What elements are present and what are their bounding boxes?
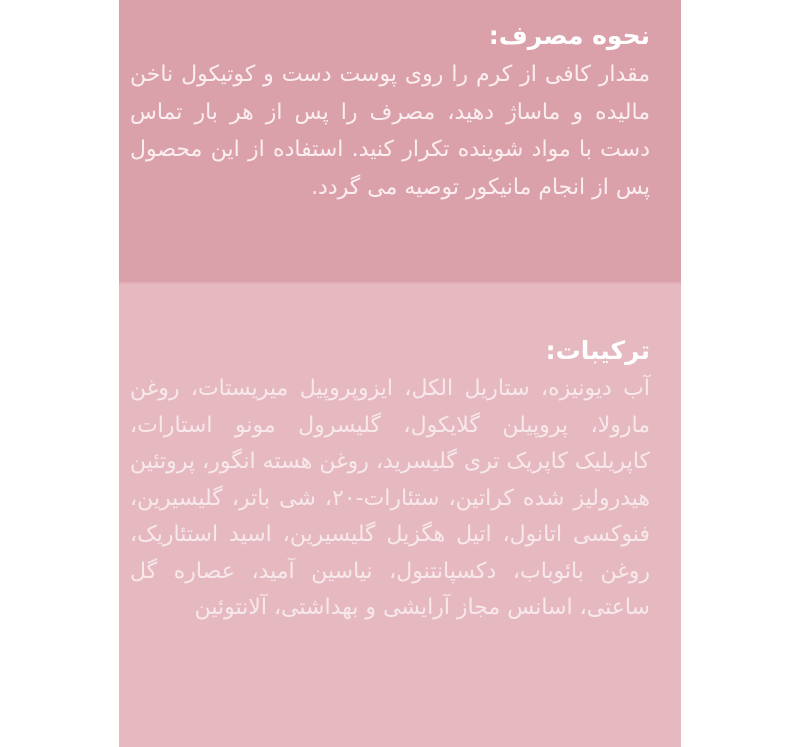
product-box [119,0,681,747]
panel-divider [119,282,681,284]
usage-heading: نحوه مصرف: [488,21,650,50]
usage-section [130,18,650,206]
ingredients-heading: ترکیبات: [545,336,650,365]
ingredients-section [130,333,650,627]
usage-text: مقدار کافی از کرم را روی پوست دست و کوتیکول ناخن مالیده و ماساژ دهید، مصرف را پس از هر بار تماس دست با مواد شوینده تکرار کنید. استفاده از این محصول پس از انجام مانیکور توصیه می گردد. [130,62,650,200]
ingredients-text: آب دیونیزه، ستاریل الکل، ایزوپروپیل میریستات، روغن مارولا، پروپیلن گلایکول، گلیسرول مونو استارات، کاپریلیک کاپریک تری گلیسرید، روغن هسته انگور، پروتئین هیدرولیز شده کراتین، ستئارات-۲۰، شی باتر، گلیسیرین، فنوکسی اتانول، اتیل هگزیل گلیسیرین، اسید استئاریک، روغن بائوباب، دکسپانتنول، نیاسین آمید، عصاره گل ساعتی، اسانس مجاز آرایشی و بهداشتی، آلانتوئین [130,376,650,620]
